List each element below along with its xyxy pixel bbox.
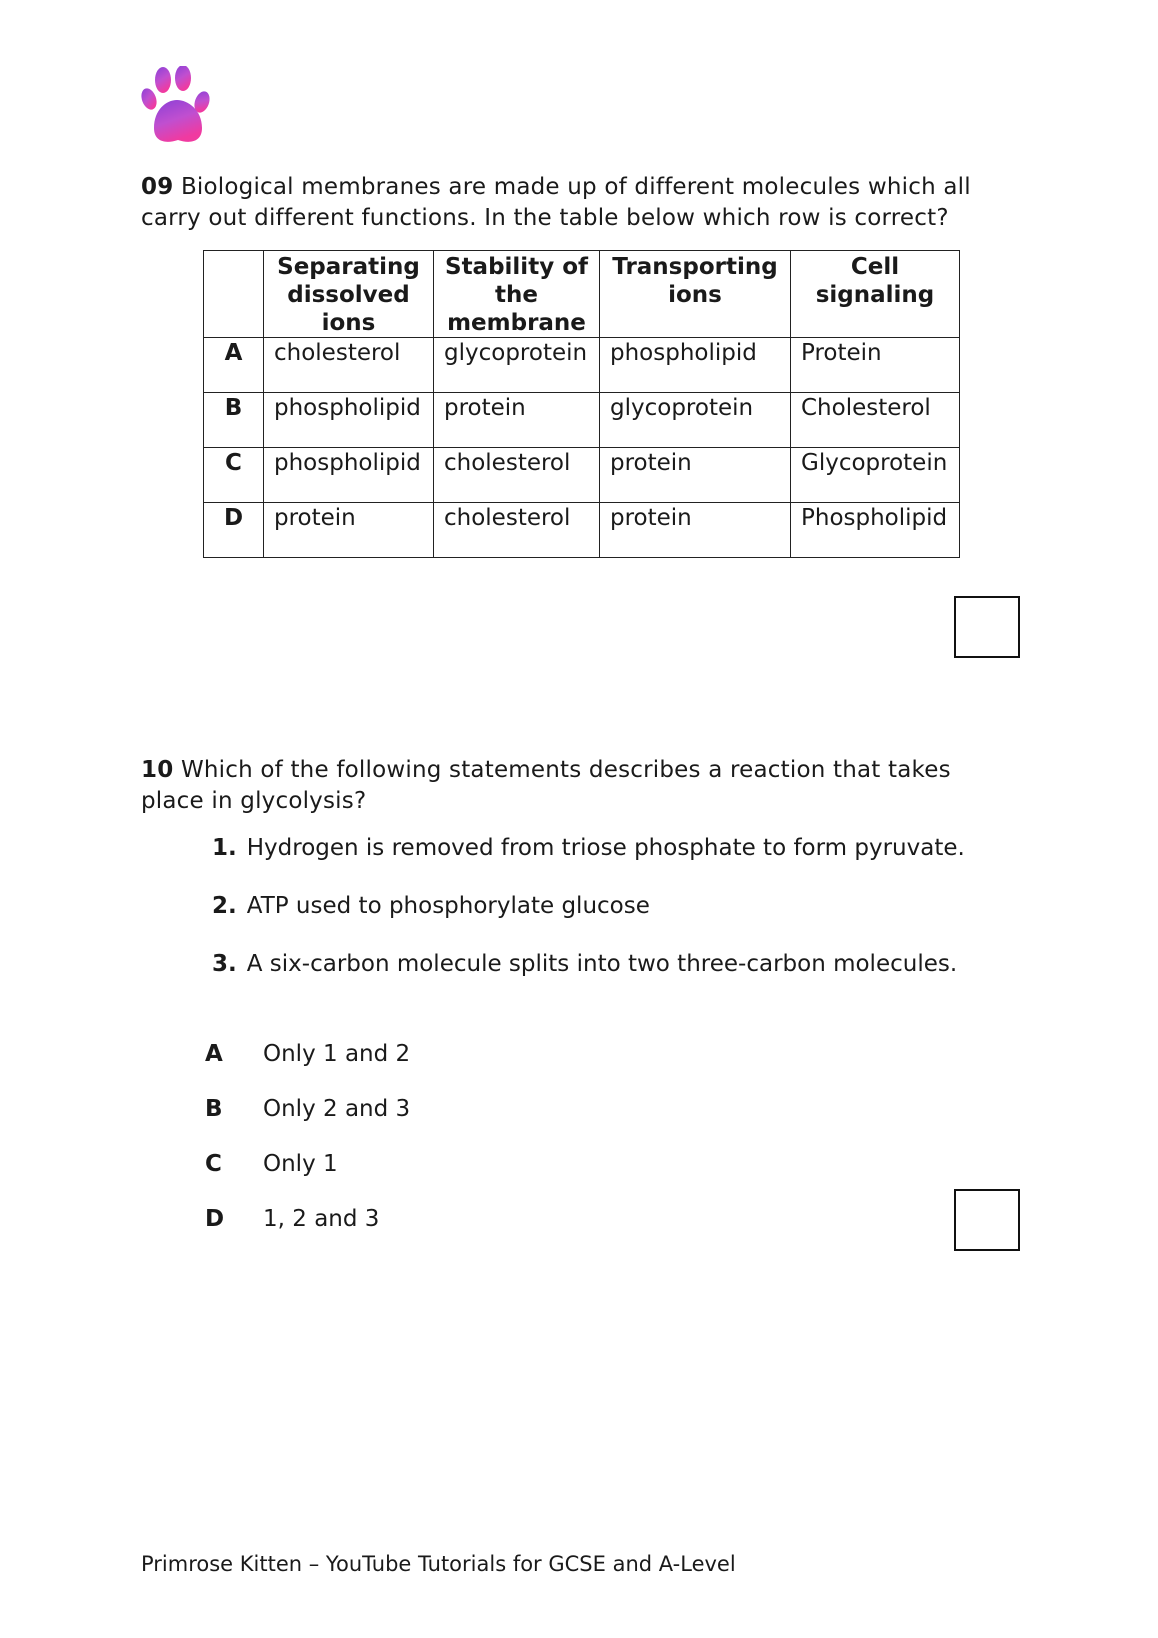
- option-b[interactable]: [205, 1094, 410, 1124]
- question-number: 10: [141, 757, 174, 783]
- table-row: [204, 393, 960, 448]
- option-label: D: [205, 1206, 225, 1232]
- table-cell: protein: [600, 448, 791, 503]
- question-09: [141, 172, 991, 234]
- option-label: A: [205, 1041, 223, 1067]
- option-text: Only 1: [263, 1151, 338, 1177]
- page-footer: Primrose Kitten – YouTube Tutorials for GCSE and A-Level: [141, 1552, 736, 1576]
- table-header: Separating dissolved ions: [264, 251, 434, 338]
- table-cell: phospholipid: [600, 338, 791, 393]
- statement-item: [212, 891, 650, 921]
- option-label: B: [205, 1096, 223, 1122]
- table-cell: Glycoprotein: [791, 448, 960, 503]
- table-corner-cell: [204, 251, 264, 338]
- answer-box-q09[interactable]: [954, 596, 1020, 658]
- table-row: [204, 338, 960, 393]
- statement-number: 3.: [212, 951, 237, 977]
- option-text: 1, 2 and 3: [263, 1206, 380, 1232]
- table-cell: cholesterol: [434, 448, 600, 503]
- table-cell: protein: [434, 393, 600, 448]
- table-header-row: [204, 251, 960, 338]
- paw-logo-icon: [140, 66, 216, 150]
- statement-text: Hydrogen is removed from triose phosphate to form pyruvate.: [246, 835, 965, 861]
- row-label: A: [204, 338, 264, 393]
- question-10: [141, 755, 991, 817]
- statement-item: [212, 833, 965, 863]
- table-cell: Cholesterol: [791, 393, 960, 448]
- option-label: C: [205, 1151, 222, 1177]
- statement-number: 2.: [212, 893, 237, 919]
- statement-number: 1.: [212, 835, 237, 861]
- table-row: [204, 503, 960, 558]
- option-text: Only 2 and 3: [263, 1096, 411, 1122]
- table-cell: Phospholipid: [791, 503, 960, 558]
- table-cell: phospholipid: [264, 448, 434, 503]
- table-header: Stability of the membrane: [434, 251, 600, 338]
- question-text: Which of the following statements describes a reaction that takes place in glycolysis?: [141, 757, 951, 814]
- option-d[interactable]: [205, 1204, 379, 1234]
- row-label: C: [204, 448, 264, 503]
- option-a[interactable]: [205, 1039, 410, 1069]
- table-cell: glycoprotein: [434, 338, 600, 393]
- option-c[interactable]: [205, 1149, 338, 1179]
- table-header: Cell signaling: [791, 251, 960, 338]
- row-label: D: [204, 503, 264, 558]
- table-cell: cholesterol: [434, 503, 600, 558]
- answer-box-q10[interactable]: [954, 1189, 1020, 1251]
- table-cell: phospholipid: [264, 393, 434, 448]
- table-header: Transporting ions: [600, 251, 791, 338]
- row-label: B: [204, 393, 264, 448]
- table-cell: glycoprotein: [600, 393, 791, 448]
- table-cell: protein: [264, 503, 434, 558]
- statement-text: ATP used to phosphorylate glucose: [246, 893, 650, 919]
- table-row: [204, 448, 960, 503]
- question-number: 09: [141, 174, 174, 200]
- question-text: Biological membranes are made up of different molecules which all carry out different functions. In the table below which row is correct?: [141, 174, 971, 231]
- option-text: Only 1 and 2: [263, 1041, 411, 1067]
- statement-item: [212, 949, 957, 979]
- table-cell: Protein: [791, 338, 960, 393]
- statement-text: A six-carbon molecule splits into two three-carbon molecules.: [246, 951, 958, 977]
- table-cell: protein: [600, 503, 791, 558]
- membrane-table: [203, 250, 960, 558]
- table-cell: cholesterol: [264, 338, 434, 393]
